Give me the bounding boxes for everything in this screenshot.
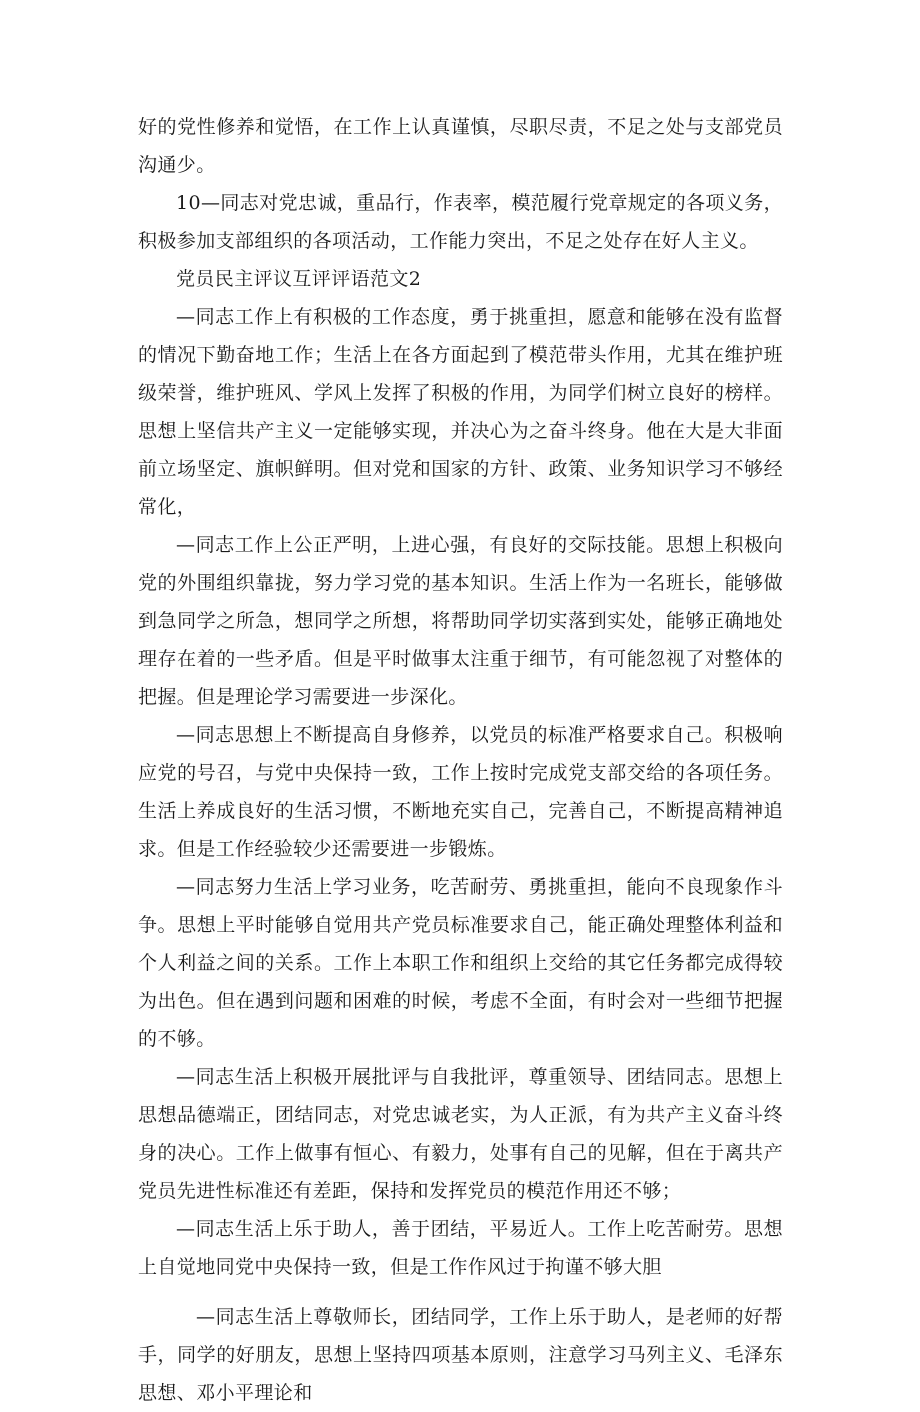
comment-paragraph-6: —同志生活上乐于助人，善于团结，平易近人。工作上吃苦耐劳。思想上自觉地同党中央保持一致，但是工作作风过于拘谨不够大胆 [138,1218,783,1278]
comment-paragraph-1: —同志工作上有积极的工作态度，勇于挑重担，愿意和能够在没有监督的情况下勤奋地工作；生活上在各方面起到了模范带头作用，尤其在维护班级荣誉，维护班风、学风上发挥了积极的作用，为同学们树立良好的榜样。思想上坚信共产主义一定能够实现，并决心为之奋斗终身。他在大是大非面前立场坚定、旗帜鲜明。但对党和国家的方针、政策、业务知识学习不够经常化， [138,306,783,518]
paragraph-comment-10: 10—同志对党忠诚，重品行，作表率，模范履行党章规定的各项义务，积极参加支部组织的各项活动，工作能力突出，不足之处存在好人主义。 [138,192,783,252]
comment-paragraph-4: —同志努力生活上学习业务，吃苦耐劳、勇挑重担，能向不良现象作斗争。思想上平时能够自觉用共产党员标准要求自己，能正确处理整体利益和个人利益之间的关系。工作上本职工作和组织上交给的其它任务都完成得较为出色。但在遇到问题和困难的时候，考虑不全面，有时会对一些细节把握的不够。 [138,876,783,1050]
section-heading: 党员民主评议互评评语范文2 [176,268,422,290]
paragraph-gap [138,1286,783,1298]
comment-paragraph-2: —同志工作上公正严明，上进心强，有良好的交际技能。思想上积极向党的外围组织靠拢，努力学习党的基本知识。生活上作为一名班长，能够做到急同学之所急，想同学之所想，将帮助同学切实落到实处，能够正确地处理存在着的一些矛盾。但是平时做事太注重于细节，有可能忽视了对整体的把握。但是理论学习需要进一步深化。 [138,534,783,708]
comment-paragraph-5: —同志生活上积极开展批评与自我批评，尊重领导、团结同志。思想上思想品德端正，团结同志，对党忠诚老实，为人正派，有为共产主义奋斗终身的决心。工作上做事有恒心、有毅力，处事有自己的见解，但在于离共产党员先进性标准还有差距，保持和发挥党员的模范作用还不够； [138,1066,783,1202]
document-page [138,108,783,1412]
comment-paragraph-3: —同志思想上不断提高自身修养，以党员的标准严格要求自己。积极响应党的号召，与党中央保持一致，工作上按时完成党支部交给的各项任务。生活上养成良好的生活习惯，不断地充实自己，完善自己，不断提高精神追求。但是工作经验较少还需要进一步锻炼。 [138,724,783,860]
paragraph-continuation: 好的党性修养和觉悟，在工作上认真谨慎，尽职尽责，不足之处与支部党员沟通少。 [138,116,783,176]
final-paragraph: —同志生活上尊敬师长，团结同学，工作上乐于助人，是老师的好帮手，同学的好朋友，思想上坚持四项基本原则，注意学习马列主义、毛泽东思想、邓小平理论和 [138,1306,783,1404]
